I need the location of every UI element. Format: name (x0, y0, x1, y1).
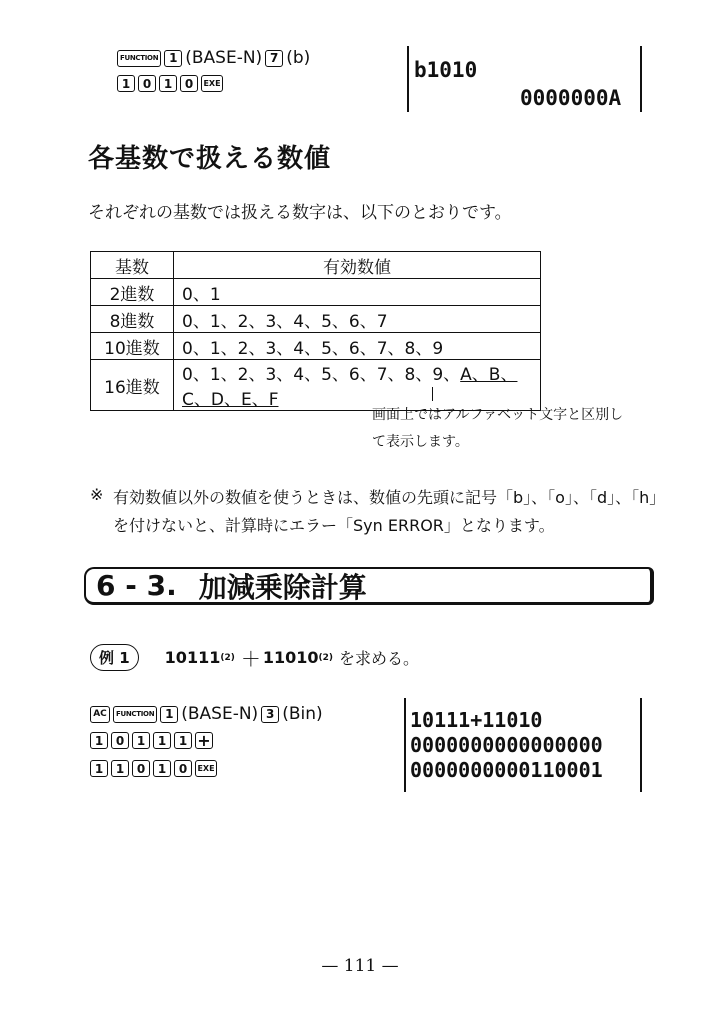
key-0: 0 (138, 75, 156, 92)
display-left-border (404, 698, 406, 792)
display-line-2: 0000000A (520, 86, 622, 110)
note-line-1: 有効数値以外の数値を使うときは、数値の先頭に記号「b」、「o」、「d」、「h」 (113, 488, 666, 507)
operand-1-base: (2) (220, 652, 235, 663)
values-cell: 0、1、2、3、4、5、6、7 (174, 306, 541, 333)
chapter-number: 6 - 3. (96, 569, 177, 602)
base-cell: 8進数 (91, 306, 174, 333)
key-1: 1 (111, 760, 129, 777)
key-1: 1 (90, 760, 108, 777)
callout-line-2: て表示します。 (372, 434, 469, 450)
key-sequence-row2 (90, 732, 213, 749)
operand-1: 10111 (164, 648, 221, 667)
function-key: FUNCTION (117, 50, 161, 67)
operand-2: 11010 (262, 648, 319, 667)
plus-key: + (195, 732, 213, 749)
table-row (91, 333, 541, 360)
mode-label: (BASE-N) (185, 48, 263, 68)
key-1: 1 (164, 50, 182, 67)
example-suffix: を求める。 (339, 649, 420, 668)
callout-line-1: 画面上ではアルファベット文字と区別し (372, 407, 624, 423)
table-row (91, 306, 541, 333)
key-1: 1 (153, 732, 171, 749)
note-line-2: を付けないと、計算時にエラー「Syn ERROR」となります。 (113, 516, 555, 535)
key-0: 0 (132, 760, 150, 777)
base-cell: 10進数 (91, 333, 174, 360)
display-line-2: 0000000000000000 (410, 733, 603, 757)
ac-key: AC (90, 706, 110, 723)
key-1: 1 (117, 75, 135, 92)
table-header-row (91, 252, 541, 279)
table-row (91, 360, 541, 411)
values-cell: 0、1、2、3、4、5、6、7、8、9 (174, 333, 541, 360)
key-1: 1 (159, 75, 177, 92)
note-mark: ※ (90, 485, 104, 504)
example-statement (90, 643, 419, 672)
chapter-header (84, 567, 654, 605)
key-1: 1 (90, 732, 108, 749)
callout-leader-line (432, 387, 433, 401)
base-cell: 2進数 (91, 279, 174, 306)
hex-letters: A、B、C、D、E、F (182, 365, 518, 410)
base-cell: 16進数 (91, 360, 174, 411)
display-right-border (640, 46, 642, 112)
function-key: FUNCTION (113, 706, 157, 723)
exe-key: EXE (201, 75, 223, 92)
display-right-border (640, 698, 642, 792)
key-sequence-row3 (90, 760, 217, 777)
display-line-3: 0000000000110001 (410, 758, 603, 782)
values-cell: 0、1 (174, 279, 541, 306)
key-sequence-top-row2 (117, 75, 223, 92)
example-display (410, 708, 603, 783)
plus-sign: ＋ (240, 647, 261, 671)
key-1: 1 (174, 732, 192, 749)
base-values-table (90, 251, 541, 411)
header-valid-values: 有効数値 (174, 252, 541, 279)
display-line-1: b1010 (414, 58, 478, 82)
key-1: 1 (132, 732, 150, 749)
key-sequence-top-row1 (117, 48, 310, 68)
key-0: 0 (111, 732, 129, 749)
key-1: 1 (160, 706, 178, 723)
header-base: 基数 (91, 252, 174, 279)
mode-label: (Bin) (282, 704, 323, 724)
chapter-title: 加減乗除計算 (198, 570, 367, 604)
section-title: 各基数で扱える数値 (88, 144, 332, 174)
values-cell (174, 360, 541, 411)
key-0: 0 (174, 760, 192, 777)
example-badge: 例 1 (90, 644, 139, 671)
key-1: 1 (153, 760, 171, 777)
key-7: 7 (265, 50, 283, 67)
operand-2-base: (2) (318, 652, 334, 663)
key-3: 3 (261, 706, 279, 723)
mode-label: (BASE-N) (181, 704, 259, 724)
hex-digits: 0、1、2、3、4、5、6、7、8、9、 (182, 365, 461, 385)
key-sequence-row1 (90, 704, 323, 724)
exe-key: EXE (195, 760, 217, 777)
display-line-1: 10111+11010 (410, 708, 543, 732)
intro-text: それぞれの基数では扱える数字は、以下のとおりです。 (88, 203, 512, 223)
mode-label: (b) (286, 48, 311, 68)
key-0: 0 (180, 75, 198, 92)
display-left-border (407, 46, 409, 112)
table-row (91, 279, 541, 306)
page-number: — 111 — (321, 956, 399, 976)
